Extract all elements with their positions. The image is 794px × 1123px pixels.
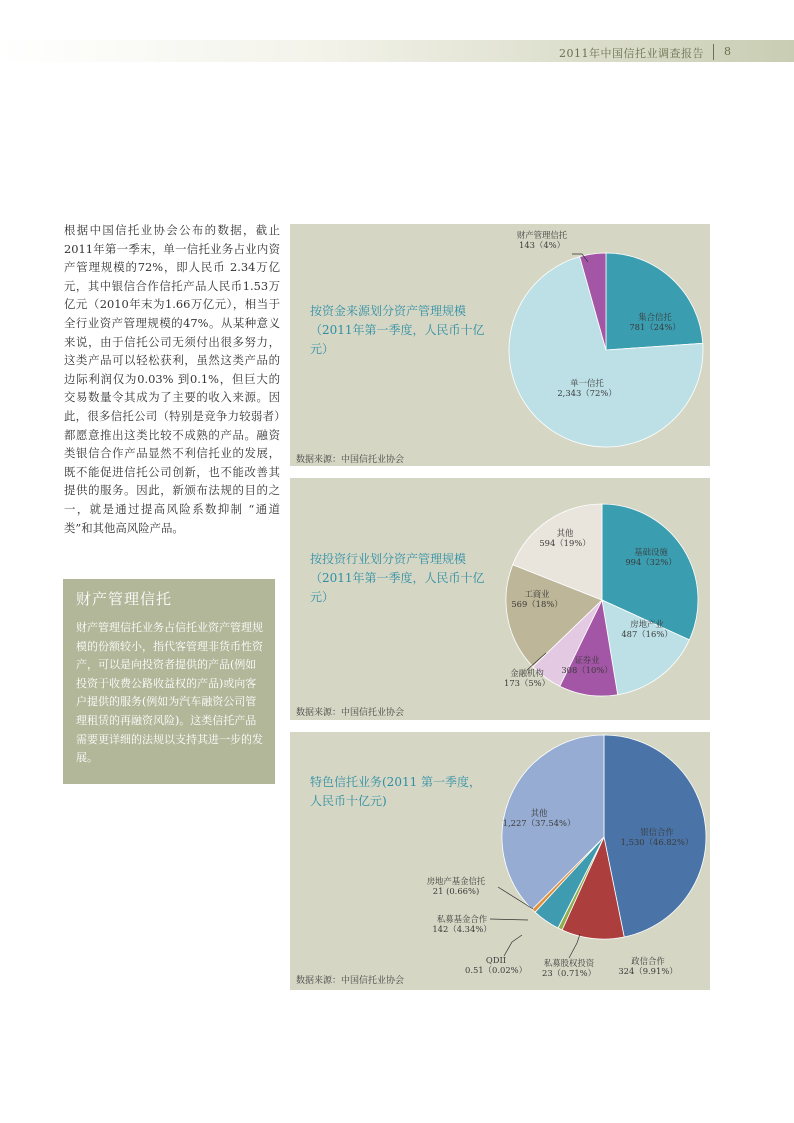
pie-chart-featured: [290, 732, 710, 990]
slice-value-label: 23（0.71%）: [541, 968, 597, 978]
slice-value-label: 569（18%）: [511, 599, 563, 609]
slice-value-label: 994（32%）: [625, 557, 677, 567]
slice-label: 其他: [556, 528, 574, 538]
slice-label: 证券业: [574, 655, 600, 665]
slice-label: 政信合作: [631, 956, 665, 966]
slice-value-label: 21 (0.66%): [432, 886, 480, 896]
chart-panel-featured: [290, 732, 710, 990]
chart-title: 特色信托业务(2011 第一季度，人民币十亿元): [310, 775, 482, 808]
pie-slice: [606, 253, 703, 350]
leader-line: [569, 934, 580, 958]
slice-value-label: 142（4.34%）: [432, 924, 492, 934]
slice-label: 工商业: [524, 589, 550, 599]
chart-source: 数据来源：中国信托业协会: [296, 708, 405, 718]
slice-value-label: 594（19%）: [539, 538, 591, 548]
slice-label: 其他: [530, 808, 548, 818]
sidebar-box: [63, 579, 275, 784]
slice-value-label: 781（24%）: [629, 322, 681, 332]
slice-value-label: 1,530（46.82%）: [620, 837, 694, 847]
chart-panel-industry: [290, 478, 710, 720]
pie-chart-funding-source: [290, 224, 710, 466]
slice-label: 房地产业: [630, 619, 664, 629]
slice-value-label: 2,343（72%）: [557, 388, 617, 398]
chart-panel-funding-source: [290, 224, 710, 466]
slice-label: 银信合作: [640, 827, 674, 837]
chart-title: 按投资行业划分资产管理规模（2011年第一季度，人民币十亿元）: [310, 552, 485, 604]
slice-label: 私募股权投资: [543, 958, 595, 968]
report-title: 2011年中国信托业调查报告: [559, 47, 704, 60]
slice-label: 集合信托: [638, 312, 672, 322]
slice-label: 私募基金合作: [436, 914, 488, 924]
slice-label: 单一信托: [570, 378, 604, 388]
slice-value-label: 143（4%）: [518, 240, 566, 250]
page-number: 8: [724, 45, 731, 58]
slice-value-label: 324（9.91%）: [618, 966, 678, 976]
slice-value-label: 1,227（37.54%）: [502, 818, 576, 828]
slice-value-label: 173（5%）: [503, 678, 551, 688]
slice-value-label: 487（16%）: [621, 629, 673, 639]
slice-label: 金融机构: [510, 668, 544, 678]
leader-line: [490, 919, 528, 920]
slice-label: 基础设施: [634, 547, 668, 557]
chart-title: 按资金来源划分资产管理规模（2011年第一季度，人民币十亿元）: [310, 304, 485, 356]
leader-line: [504, 935, 522, 956]
sidebar-title: 财产管理信托: [76, 590, 173, 608]
header-separator: [713, 44, 714, 60]
body-paragraph: 根据中国信托业协会公布的数据，截止2011年第一季末，单一信托业务占业内资产管理规模的72%，即人民币 2.34万亿元，其中银信合作信托产品人民币1.53万亿元（2010年末为1.66万亿元），相当于全行业资产管理规模的47%。从某种意义来说，由于信托公司无须付出很多努力，这类产品可以轻松获利，虽然这类产品的边际利润仅为0.03% 到0.1%，但巨大的交易数量令其成为了主要的收入来源。因此，很多信托公司（特别是竞争力较弱者）都愿意推出这类比较不成熟的产品。融资类银信合作产品显然不利信托业的发展，既不能促进信托公司创新，也不能改善其提供的服务。因此，新颁布法规的目的之一，就是通过提高风险系数抑制 “通道类”和其他高风险产品。: [64, 223, 280, 535]
slice-value-label: 308（10%）: [561, 665, 613, 675]
slice-label: 财产管理信托: [516, 230, 568, 240]
slice-label: 房地产基金信托: [426, 876, 486, 886]
sidebar-body: 财产管理信托业务占信托业资产管理规模的份额较小，指代客管理非货币性资产，可以是向投资者提供的产品(例如投资于收费公路收益权的产品)或向客户提供的服务(例如为汽车融资公司管理租赁的再融资风险)。这类信托产品需要更详细的法规以支持其进一步的发展。: [76, 621, 263, 765]
slice-label: QDII: [485, 955, 507, 965]
chart-source: 数据来源：中国信托业协会: [296, 455, 405, 465]
chart-source: 数据来源：中国信托业协会: [296, 976, 405, 986]
slice-value-label: 0.51（0.02%）: [464, 965, 528, 975]
pie-chart-industry: [290, 478, 710, 720]
